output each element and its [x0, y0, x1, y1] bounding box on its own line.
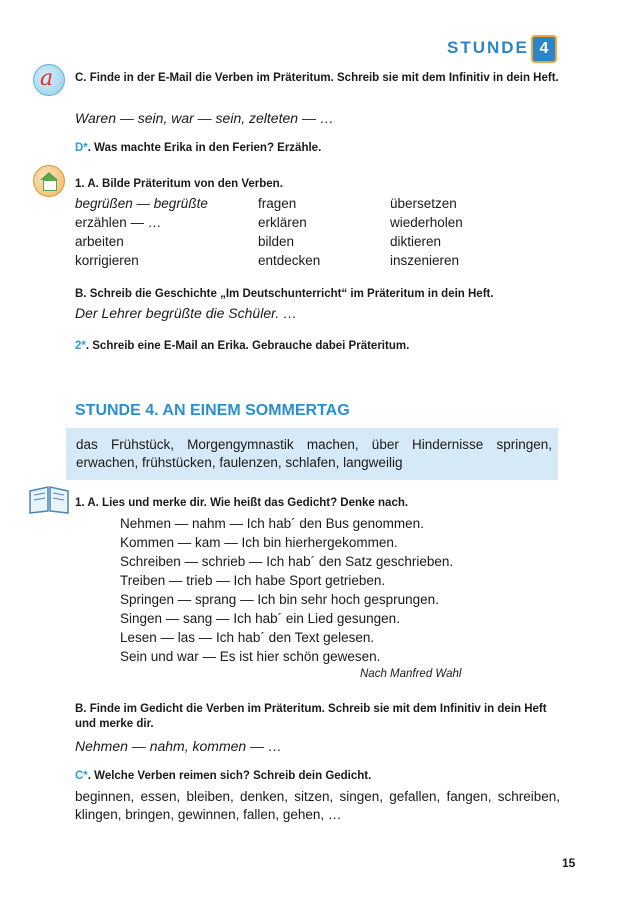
poem-line: Kommen — kam — Ich bin hierhergekommen.: [120, 535, 398, 550]
verb-cell: begrüßen — begrüßte: [75, 196, 208, 211]
verb-cell: fragen: [258, 196, 297, 211]
vocab-box: [66, 428, 558, 480]
task-d-star: D*: [75, 142, 88, 154]
task-c2-text: . Welche Verben reimen sich? Schreib dein Gedicht.: [87, 770, 372, 782]
home-task1b-example: Der Lehrer begrüßte die Schüler. …: [75, 305, 298, 321]
poem-line: Schreiben — schrieb — Ich hab´ den Satz geschrieben.: [120, 554, 454, 569]
poem-author: Nach Manfred Wahl: [360, 668, 462, 680]
home-task1b-instruction: B. Schreib die Geschichte „Im Deutschunterricht“ im Präteritum in dein Heft.: [75, 288, 494, 300]
verb-cell: übersetzen: [390, 196, 457, 211]
task-d-instruction: [75, 141, 321, 156]
verb-cell: wiederholen: [390, 215, 463, 230]
poem-line: Sein und war — Es ist hier schön gewesen.: [120, 649, 381, 664]
book-icon: [28, 483, 70, 515]
verb-cell: arbeiten: [75, 234, 124, 249]
verb-cell: entdecken: [258, 253, 321, 268]
verb-cell: erklären: [258, 215, 307, 230]
task-c-example: Waren — sein, war — sein, zelteten — …: [75, 110, 334, 126]
home-task2-instruction: [75, 339, 409, 354]
stunde-label: STUNDE: [447, 38, 529, 57]
task-c2-star: C*: [75, 770, 88, 782]
writing-icon: a: [33, 64, 65, 96]
poem-task-instruction: 1. A. Lies und merke dir. Wie heißt das Gedicht? Denke nach.: [75, 497, 409, 509]
verb-cell: erzählen — …: [75, 215, 162, 230]
verb-cell: bilden: [258, 234, 295, 249]
home-task2-text: . Schreib eine E-Mail an Erika. Gebrauche dabei Präteritum.: [85, 340, 410, 352]
stunde-number: 4: [531, 35, 557, 63]
task-c2-instruction: [75, 769, 371, 784]
poem-line: Nehmen — nahm — Ich hab´ den Bus genommen.: [120, 516, 424, 531]
poem-line: Springen — sprang — Ich bin sehr hoch gesprungen.: [120, 592, 439, 607]
poem-line: Treiben — trieb — Ich habe Sport getrieben.: [120, 573, 386, 588]
verb-cell: inszenieren: [390, 253, 460, 268]
poem-line: Lesen — las — Ich hab´ den Text gelesen.: [120, 630, 375, 645]
task-c2-verbs: beginnen, essen, bleiben, denken, sitzen, singen, gefallen, fangen, schreiben, klingen, bringen, gewinnen, fallen, gehen, …: [75, 789, 560, 822]
home-task1-instruction: 1. A. Bilde Präteritum von den Verben.: [75, 178, 283, 190]
verb-cell: korrigieren: [75, 253, 139, 268]
task-c-instruction: C. Finde in der E-Mail die Verben im Präteritum. Schreib sie mit dem Infinitiv in dein Heft.: [75, 72, 559, 84]
vocab-text: das Frühstück, Morgengymnastik machen, über Hindernisse springen, erwachen, frühstücken, faulenzen, schlafen, langweilig: [76, 437, 552, 470]
section-title: STUNDE 4. AN EINEM SOMMERTAG: [75, 402, 350, 419]
home-icon: [33, 165, 65, 197]
verb-cell: diktieren: [390, 234, 442, 249]
home-task2-star: 2*: [75, 340, 86, 352]
task-b2-instruction: B. Finde im Gedicht die Verben im Präteritum. Schreib sie mit dem Infinitiv in dein Heft und merke dir.: [75, 703, 547, 730]
poem-line: Singen — sang — Ich hab´ ein Lied gesungen.: [120, 611, 400, 626]
stunde-badge: [447, 33, 559, 63]
task-d-text: . Was machte Erika in den Ferien? Erzähle.: [87, 142, 322, 154]
task-b2-example: Nehmen — nahm, kommen — …: [75, 738, 282, 754]
page-number: 15: [562, 856, 576, 870]
